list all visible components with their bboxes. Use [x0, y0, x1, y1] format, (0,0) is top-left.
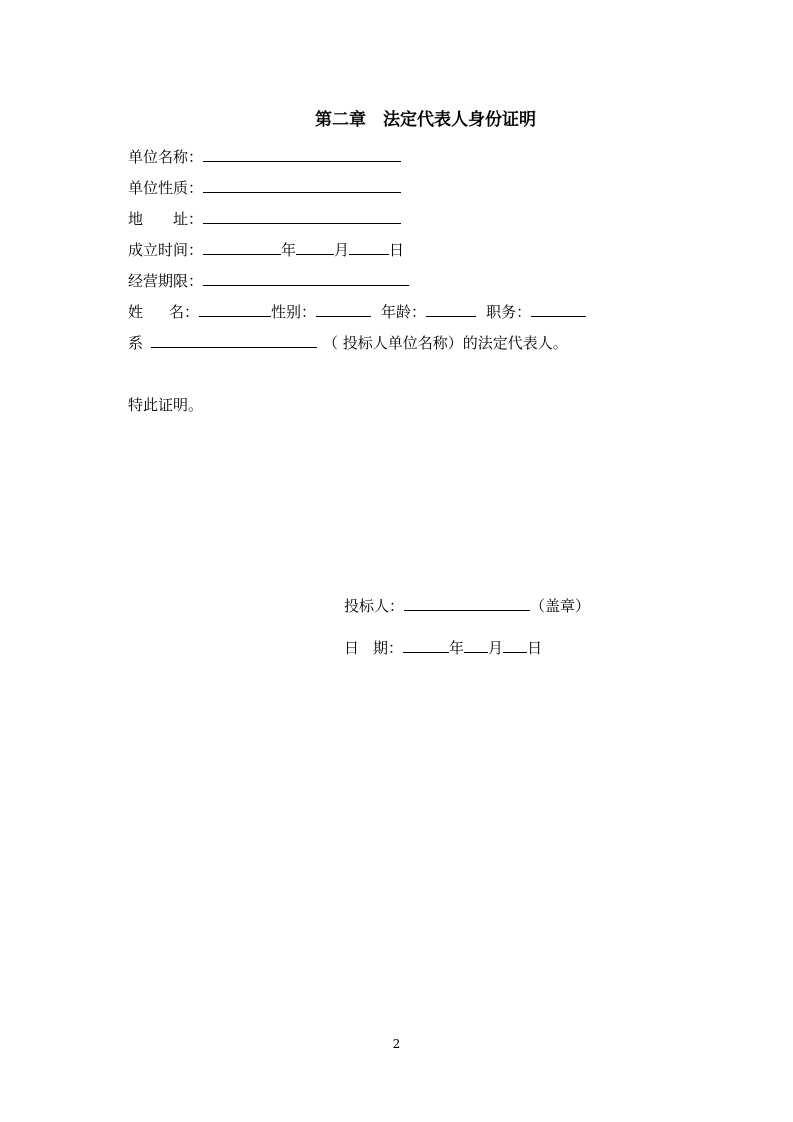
name-blank — [199, 300, 271, 317]
address-row — [128, 207, 401, 229]
operating-period-label: 经营期限： — [128, 272, 204, 290]
sign-month-blank — [464, 636, 488, 653]
unit-name-label: 单位名称： — [128, 148, 204, 166]
establish-time-label: 成立时间： — [128, 241, 204, 259]
gender-blank — [316, 300, 371, 317]
establish-month-blank — [296, 238, 334, 255]
gender-label: 性别： — [271, 303, 317, 321]
sign-day-label: 日 — [527, 639, 543, 657]
bidder-sign-row — [344, 594, 590, 616]
day-label: 日 — [389, 241, 405, 259]
position-label: 职务： — [486, 303, 532, 321]
date-label-b: 期： — [373, 639, 404, 657]
month-label: 月 — [334, 241, 350, 259]
unit-name-row — [128, 145, 401, 167]
page-number: 2 — [392, 1037, 401, 1051]
sign-date-row — [344, 636, 542, 658]
legal-rep-row — [128, 331, 568, 353]
name-label-a: 姓 — [128, 303, 144, 321]
bidder-label: 投标人： — [344, 597, 405, 615]
sign-year-label: 年 — [449, 639, 465, 657]
person-row — [128, 300, 586, 322]
certify-text: 特此证明。 — [128, 396, 204, 414]
date-label-a: 日 — [344, 639, 360, 657]
year-label: 年 — [281, 241, 297, 259]
seal-label: （盖章） — [530, 597, 591, 615]
address-label-a: 地 — [128, 210, 144, 228]
bidder-note: （ 投标人单位名称）的法定代表人。 — [323, 334, 568, 352]
unit-nature-row — [128, 176, 401, 198]
operating-period-row — [128, 269, 409, 291]
is-label: 系 — [128, 334, 144, 352]
unit-nature-label: 单位性质： — [128, 179, 204, 197]
age-label: 年龄： — [381, 303, 427, 321]
sign-day-blank — [503, 636, 527, 653]
name-label-b: 名： — [169, 303, 200, 321]
bidder-sign-blank — [404, 594, 530, 611]
address-blank — [203, 207, 401, 224]
establish-year-blank — [203, 238, 281, 255]
unit-nature-blank — [203, 176, 401, 193]
bidder-name-blank — [151, 331, 317, 348]
position-blank — [531, 300, 586, 317]
sign-month-label: 月 — [488, 639, 504, 657]
establish-time-row — [128, 238, 404, 260]
sign-year-blank — [403, 636, 449, 653]
operating-period-blank — [203, 269, 409, 286]
age-blank — [426, 300, 476, 317]
address-label-b: 址： — [173, 210, 204, 228]
page-title: 第二章 法定代表人身份证明 — [315, 110, 536, 130]
establish-day-blank — [349, 238, 389, 255]
unit-name-blank — [203, 145, 401, 162]
